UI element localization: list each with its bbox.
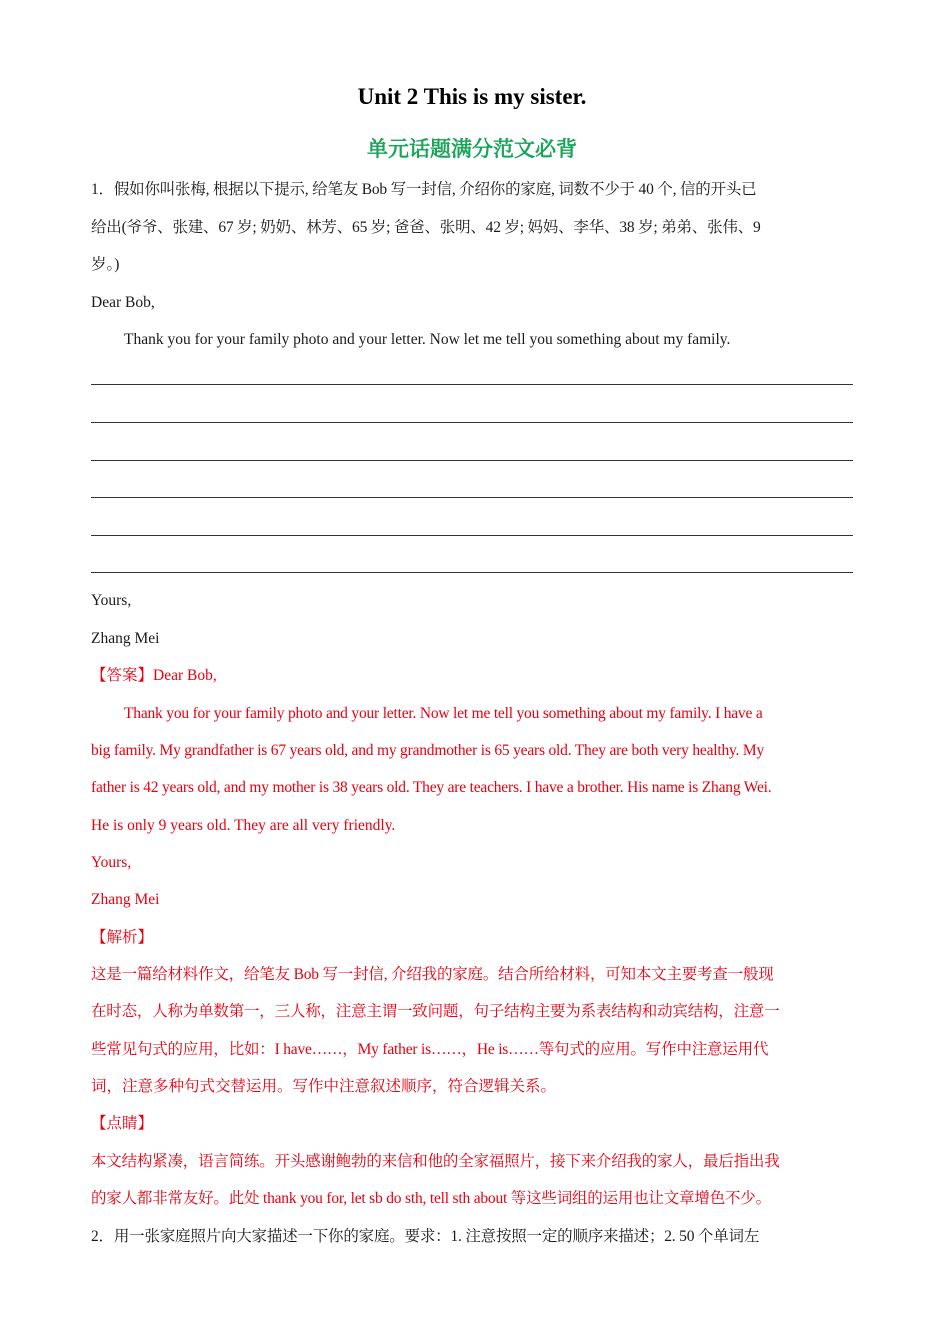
analysis-line-3: 些常见句式的应用，比如：I have……，My father is……，He is……等句式的应用。写作中注意运用代 [91, 1041, 769, 1058]
q1-prompt-line-1: 1．假如你叫张梅, 根据以下提示, 给笔友 Bob 写一封信, 介绍你的家庭, 词数不少于 40 个, 信的开头已 [91, 181, 757, 198]
answer-line-4: He is only 9 years old. They are all very friendly. [91, 817, 396, 834]
answer-line-3: father is 42 years old, and my mother is 38 years old. They are teachers. I have a brother. His name is Zhang Wei. [91, 779, 772, 796]
q1-greeting: Dear Bob, [91, 294, 155, 311]
answer-line-2: big family. My grandfather is 67 years old, and my grandmother is 65 years old. They are both very healthy. My [91, 742, 765, 759]
answer-label: 【答案】 [91, 667, 154, 684]
comment-line-1: 本文结构紧凑，语言简练。开头感谢鲍勃的来信和他的全家福照片，接下来介绍我的家人，最后指出我 [91, 1153, 780, 1170]
answer-heading [91, 657, 861, 695]
page-title: Unit 2 This is my sister. [357, 84, 587, 109]
page-subtitle: 单元话题满分范文必背 [367, 137, 577, 161]
writing-line [91, 535, 853, 536]
q1-closing: Yours, [91, 592, 132, 609]
writing-line [91, 422, 853, 423]
q2-prompt-line-1: 2．用一张家庭照片向大家描述一下你的家庭。要求：1. 注意按照一定的顺序来描述；2. 50 个单词左 [91, 1228, 760, 1245]
answer-signature: Zhang Mei [91, 891, 160, 908]
answer-greeting: Dear Bob, [153, 667, 217, 684]
writing-line [91, 460, 853, 461]
comment-label: 【点睛】 [91, 1115, 154, 1132]
analysis-line-4: 词，注意多种句式交替运用。写作中注意叙述顺序，符合逻辑关系。 [91, 1078, 557, 1095]
analysis-line-1: 这是一篇给材料作文，给笔友 Bob 写一封信, 介绍我的家庭。结合所给材料，可知本文主要考查一般现 [91, 966, 774, 983]
writing-line [91, 572, 853, 573]
writing-line [91, 384, 853, 385]
answer-line-1: Thank you for your family photo and your letter. Now let me tell you something about my family. I have a [124, 705, 763, 722]
writing-line [91, 497, 853, 498]
q1-prompt-line-2: 给出(爷爷、张建、67 岁; 奶奶、林芳、65 岁; 爸爸、张明、42 岁; 妈妈、李华、38 岁; 弟弟、张伟、9 [91, 219, 761, 236]
analysis-label: 【解析】 [91, 929, 154, 946]
q1-opening: Thank you for your family photo and your letter. Now let me tell you something about my family. [124, 331, 731, 348]
analysis-line-2: 在时态，人称为单数第一，三人称，注意主谓一致问题，句子结构主要为系表结构和动宾结构，注意一 [91, 1003, 780, 1020]
q1-prompt-line-3: 岁。) [91, 256, 120, 273]
answer-closing: Yours, [91, 854, 132, 871]
comment-line-2: 的家人都非常友好。此处 thank you for, let sb do sth, tell sth about 等这些词组的运用也让文章增色不少。 [91, 1190, 771, 1207]
q1-signature: Zhang Mei [91, 630, 160, 647]
